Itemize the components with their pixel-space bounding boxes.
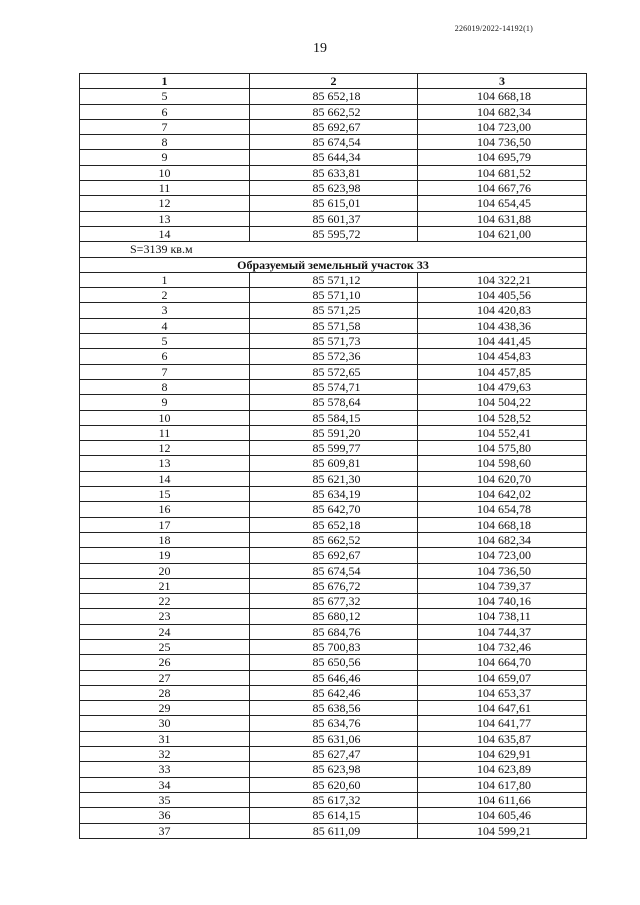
y-coordinate-cell: 104 740,16: [418, 594, 587, 609]
point-number-cell: 4: [80, 318, 250, 333]
point-number-cell: 1: [80, 272, 250, 287]
table-row: [80, 762, 587, 777]
table-row: [80, 548, 587, 563]
x-coordinate-cell: 85 631,06: [250, 731, 418, 746]
table-row: [80, 517, 587, 532]
table-row: [80, 670, 587, 685]
x-coordinate-cell: 85 584,15: [250, 410, 418, 425]
y-coordinate-cell: 104 623,89: [418, 762, 587, 777]
point-number-cell: 29: [80, 701, 250, 716]
table-row: [80, 716, 587, 731]
x-coordinate-cell: 85 634,19: [250, 487, 418, 502]
y-coordinate-cell: 104 405,56: [418, 288, 587, 303]
x-coordinate-cell: 85 574,71: [250, 379, 418, 394]
x-coordinate-cell: 85 692,67: [250, 119, 418, 134]
document-number: 226019/2022-14192(1): [454, 24, 533, 33]
table-row: [80, 685, 587, 700]
y-coordinate-cell: 104 479,63: [418, 379, 587, 394]
table-row: [80, 639, 587, 654]
header-cell-2: 2: [250, 74, 418, 89]
x-coordinate-cell: 85 620,60: [250, 777, 418, 792]
table-row: [80, 808, 587, 823]
table-row: [80, 456, 587, 471]
point-number-cell: 9: [80, 395, 250, 410]
y-coordinate-cell: 104 744,37: [418, 624, 587, 639]
table-row: [80, 150, 587, 165]
table-row: [80, 471, 587, 486]
y-coordinate-cell: 104 654,78: [418, 502, 587, 517]
x-coordinate-cell: 85 692,67: [250, 548, 418, 563]
point-number-cell: 33: [80, 762, 250, 777]
point-number-cell: 24: [80, 624, 250, 639]
table-row: [80, 410, 587, 425]
y-coordinate-cell: 104 420,83: [418, 303, 587, 318]
table-row: [80, 777, 587, 792]
table-row: [80, 379, 587, 394]
point-number-cell: 11: [80, 425, 250, 440]
y-coordinate-cell: 104 659,07: [418, 670, 587, 685]
point-number-cell: 35: [80, 792, 250, 807]
point-number-cell: 14: [80, 471, 250, 486]
table-row: [80, 211, 587, 226]
x-coordinate-cell: 85 621,30: [250, 471, 418, 486]
table-row: [80, 532, 587, 547]
y-coordinate-cell: 104 629,91: [418, 747, 587, 762]
table-row: [80, 609, 587, 624]
x-coordinate-cell: 85 571,12: [250, 272, 418, 287]
y-coordinate-cell: 104 723,00: [418, 548, 587, 563]
point-number-cell: 23: [80, 609, 250, 624]
table-row: [80, 701, 587, 716]
point-number-cell: 32: [80, 747, 250, 762]
x-coordinate-cell: 85 615,01: [250, 196, 418, 211]
x-coordinate-cell: 85 571,25: [250, 303, 418, 318]
table-row: [80, 731, 587, 746]
table-row: [80, 104, 587, 119]
y-coordinate-cell: 104 681,52: [418, 165, 587, 180]
point-number-cell: 36: [80, 808, 250, 823]
table-row: [80, 165, 587, 180]
x-coordinate-cell: 85 662,52: [250, 532, 418, 547]
y-coordinate-cell: 104 322,21: [418, 272, 587, 287]
point-number-cell: 25: [80, 639, 250, 654]
x-coordinate-cell: 85 676,72: [250, 578, 418, 593]
table-row: [80, 364, 587, 379]
y-coordinate-cell: 104 621,00: [418, 226, 587, 241]
x-coordinate-cell: 85 642,70: [250, 502, 418, 517]
y-coordinate-cell: 104 599,21: [418, 823, 587, 838]
point-number-cell: 27: [80, 670, 250, 685]
table-row: [80, 823, 587, 838]
point-number-cell: 7: [80, 364, 250, 379]
table-row: [80, 318, 587, 333]
y-coordinate-cell: 104 723,00: [418, 119, 587, 134]
point-number-cell: 31: [80, 731, 250, 746]
table-row: [80, 334, 587, 349]
table-row: [80, 594, 587, 609]
point-number-cell: 10: [80, 165, 250, 180]
point-number-cell: 9: [80, 150, 250, 165]
y-coordinate-cell: 104 620,70: [418, 471, 587, 486]
table-row: [80, 135, 587, 150]
point-number-cell: 34: [80, 777, 250, 792]
table-row: [80, 119, 587, 134]
point-number-cell: 2: [80, 288, 250, 303]
section-title: Образуемый земельный участок 33: [80, 257, 587, 272]
x-coordinate-cell: 85 623,98: [250, 181, 418, 196]
x-coordinate-cell: 85 571,10: [250, 288, 418, 303]
point-number-cell: 37: [80, 823, 250, 838]
table-row: [80, 425, 587, 440]
table-row: [80, 272, 587, 287]
x-coordinate-cell: 85 599,77: [250, 441, 418, 456]
point-number-cell: 7: [80, 119, 250, 134]
x-coordinate-cell: 85 680,12: [250, 609, 418, 624]
y-coordinate-cell: 104 631,88: [418, 211, 587, 226]
y-coordinate-cell: 104 682,34: [418, 532, 587, 547]
y-coordinate-cell: 104 641,77: [418, 716, 587, 731]
table-row: [80, 349, 587, 364]
x-coordinate-cell: 85 674,54: [250, 563, 418, 578]
table-row: [80, 89, 587, 104]
x-coordinate-cell: 85 677,32: [250, 594, 418, 609]
y-coordinate-cell: 104 667,76: [418, 181, 587, 196]
point-number-cell: 8: [80, 379, 250, 394]
table-row: [80, 181, 587, 196]
x-coordinate-cell: 85 634,76: [250, 716, 418, 731]
x-coordinate-cell: 85 627,47: [250, 747, 418, 762]
table-row: [80, 196, 587, 211]
x-coordinate-cell: 85 633,81: [250, 165, 418, 180]
x-coordinate-cell: 85 572,36: [250, 349, 418, 364]
point-number-cell: 16: [80, 502, 250, 517]
y-coordinate-cell: 104 441,45: [418, 334, 587, 349]
point-number-cell: 21: [80, 578, 250, 593]
x-coordinate-cell: 85 652,18: [250, 89, 418, 104]
table-row: [80, 792, 587, 807]
point-number-cell: 30: [80, 716, 250, 731]
point-number-cell: 12: [80, 441, 250, 456]
y-coordinate-cell: 104 438,36: [418, 318, 587, 333]
point-number-cell: 13: [80, 211, 250, 226]
y-coordinate-cell: 104 668,18: [418, 89, 587, 104]
point-number-cell: 5: [80, 89, 250, 104]
x-coordinate-cell: 85 674,54: [250, 135, 418, 150]
point-number-cell: 6: [80, 349, 250, 364]
y-coordinate-cell: 104 598,60: [418, 456, 587, 471]
y-coordinate-cell: 104 575,80: [418, 441, 587, 456]
y-coordinate-cell: 104 695,79: [418, 150, 587, 165]
x-coordinate-cell: 85 571,73: [250, 334, 418, 349]
y-coordinate-cell: 104 668,18: [418, 517, 587, 532]
y-coordinate-cell: 104 552,41: [418, 425, 587, 440]
x-coordinate-cell: 85 611,09: [250, 823, 418, 838]
table-row: [80, 288, 587, 303]
y-coordinate-cell: 104 454,83: [418, 349, 587, 364]
y-coordinate-cell: 104 732,46: [418, 639, 587, 654]
y-coordinate-cell: 104 617,80: [418, 777, 587, 792]
x-coordinate-cell: 85 662,52: [250, 104, 418, 119]
area-label-row: [80, 242, 587, 257]
table-row: [80, 226, 587, 241]
page-number: 19: [313, 41, 327, 56]
y-coordinate-cell: 104 504,22: [418, 395, 587, 410]
point-number-cell: 26: [80, 655, 250, 670]
point-number-cell: 22: [80, 594, 250, 609]
point-number-cell: 6: [80, 104, 250, 119]
point-number-cell: 17: [80, 517, 250, 532]
y-coordinate-cell: 104 528,52: [418, 410, 587, 425]
point-number-cell: 14: [80, 226, 250, 241]
y-coordinate-cell: 104 635,87: [418, 731, 587, 746]
x-coordinate-cell: 85 571,58: [250, 318, 418, 333]
y-coordinate-cell: 104 611,66: [418, 792, 587, 807]
point-number-cell: 28: [80, 685, 250, 700]
coordinates-table: [79, 73, 587, 839]
x-coordinate-cell: 85 650,56: [250, 655, 418, 670]
x-coordinate-cell: 85 623,98: [250, 762, 418, 777]
x-coordinate-cell: 85 646,46: [250, 670, 418, 685]
x-coordinate-cell: 85 652,18: [250, 517, 418, 532]
x-coordinate-cell: 85 638,56: [250, 701, 418, 716]
point-number-cell: 8: [80, 135, 250, 150]
x-coordinate-cell: 85 601,37: [250, 211, 418, 226]
point-number-cell: 11: [80, 181, 250, 196]
y-coordinate-cell: 104 736,50: [418, 135, 587, 150]
y-coordinate-cell: 104 736,50: [418, 563, 587, 578]
y-coordinate-cell: 104 654,45: [418, 196, 587, 211]
x-coordinate-cell: 85 642,46: [250, 685, 418, 700]
point-number-cell: 12: [80, 196, 250, 211]
point-number-cell: 19: [80, 548, 250, 563]
x-coordinate-cell: 85 644,34: [250, 150, 418, 165]
table-row: [80, 487, 587, 502]
x-coordinate-cell: 85 614,15: [250, 808, 418, 823]
x-coordinate-cell: 85 595,72: [250, 226, 418, 241]
point-number-cell: 13: [80, 456, 250, 471]
y-coordinate-cell: 104 647,61: [418, 701, 587, 716]
x-coordinate-cell: 85 700,83: [250, 639, 418, 654]
header-cell-3: 3: [418, 74, 587, 89]
y-coordinate-cell: 104 457,85: [418, 364, 587, 379]
table-row: [80, 441, 587, 456]
point-number-cell: 18: [80, 532, 250, 547]
table-row: [80, 578, 587, 593]
table-row: [80, 395, 587, 410]
x-coordinate-cell: 85 578,64: [250, 395, 418, 410]
header-cell-1: 1: [80, 74, 250, 89]
x-coordinate-cell: 85 591,20: [250, 425, 418, 440]
table-row: [80, 747, 587, 762]
table-row: [80, 655, 587, 670]
table-row: [80, 303, 587, 318]
x-coordinate-cell: 85 572,65: [250, 364, 418, 379]
section-title-row: [80, 257, 587, 272]
point-number-cell: 20: [80, 563, 250, 578]
point-number-cell: 10: [80, 410, 250, 425]
table-row: [80, 502, 587, 517]
point-number-cell: 5: [80, 334, 250, 349]
y-coordinate-cell: 104 739,37: [418, 578, 587, 593]
y-coordinate-cell: 104 738,11: [418, 609, 587, 624]
point-number-cell: 15: [80, 487, 250, 502]
y-coordinate-cell: 104 605,46: [418, 808, 587, 823]
x-coordinate-cell: 85 609,81: [250, 456, 418, 471]
y-coordinate-cell: 104 682,34: [418, 104, 587, 119]
table-row: [80, 624, 587, 639]
y-coordinate-cell: 104 642,02: [418, 487, 587, 502]
point-number-cell: 3: [80, 303, 250, 318]
area-label: S=3139 кв.м: [80, 242, 587, 257]
y-coordinate-cell: 104 664,70: [418, 655, 587, 670]
table-row: [80, 563, 587, 578]
x-coordinate-cell: 85 617,32: [250, 792, 418, 807]
table-header-row: [80, 74, 587, 89]
y-coordinate-cell: 104 653,37: [418, 685, 587, 700]
x-coordinate-cell: 85 684,76: [250, 624, 418, 639]
